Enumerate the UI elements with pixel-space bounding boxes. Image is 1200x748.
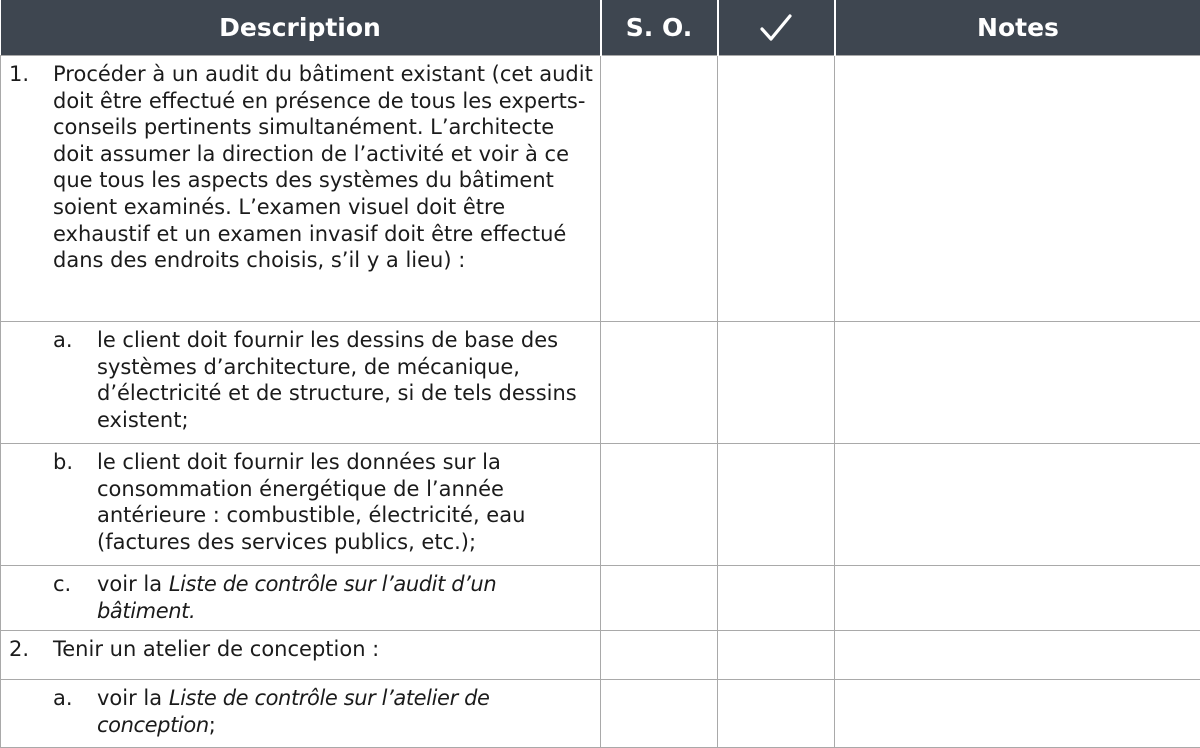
item-text [97,685,594,738]
header-so: S. O. [601,0,718,56]
item-marker: 1. [1,61,53,274]
description-cell [1,680,601,748]
item-marker: a. [1,327,97,433]
item-marker: 2. [1,636,53,663]
check-cell[interactable] [718,322,835,444]
notes-cell[interactable] [835,566,1200,631]
description-cell [1,322,601,444]
so-cell[interactable] [601,56,718,322]
header-check [718,0,835,56]
description-cell [1,631,601,680]
checklist-reference: Liste de contrôle sur l’audit d’un bâtiment. [97,572,496,623]
check-cell[interactable] [718,444,835,566]
check-cell[interactable] [718,56,835,322]
so-cell[interactable] [601,444,718,566]
table-row [1,444,1200,566]
item-text: le client doit fournir les dessins de base des systèmes d’architecture, de mécanique, d’électricité et de structure, si de tels dessins existent; [97,327,594,433]
table-row [1,631,1200,680]
table-row [1,566,1200,631]
check-cell[interactable] [718,680,835,748]
item-text: le client doit fournir les données sur la consommation énergétique de l’année antérieure : combustible, électricité, eau (factures des services publics, etc.); [97,449,594,555]
item-text [97,571,594,624]
notes-cell[interactable] [835,322,1200,444]
checklist-reference: Liste de contrôle sur l’atelier de conception [97,686,490,737]
so-cell[interactable] [601,566,718,631]
description-cell [1,444,601,566]
notes-cell[interactable] [835,56,1200,322]
description-cell [1,566,601,631]
checkmark-icon [759,13,793,43]
item-marker: a. [1,685,97,738]
notes-cell[interactable] [835,680,1200,748]
table-row [1,56,1200,322]
item-marker: b. [1,449,97,555]
item-marker: c. [1,571,97,624]
check-cell[interactable] [718,631,835,680]
notes-cell[interactable] [835,444,1200,566]
header-notes: Notes [835,0,1200,56]
so-cell[interactable] [601,631,718,680]
item-text: Tenir un atelier de conception : [53,636,594,663]
item-text-prefix: voir la [97,686,169,710]
item-text-suffix: ; [209,713,216,737]
description-cell [1,56,601,322]
table-row [1,680,1200,748]
item-text-prefix: voir la [97,572,169,596]
notes-cell[interactable] [835,631,1200,680]
header-row [1,0,1200,56]
check-cell[interactable] [718,566,835,631]
item-text: Procéder à un audit du bâtiment existant (cet audit doit être effectué en présence de tous les experts-conseils pertinents simultanément. L’architecte doit assumer la direction de l’activité et voir à ce que tous les aspects des systèmes du bâtiment soient examinés. L’examen visuel doit être exhaustif et un examen invasif doit être effectué dans des endroits choisis, s’il y a lieu) : [53,61,594,274]
so-cell[interactable] [601,680,718,748]
so-cell[interactable] [601,322,718,444]
table-row [1,322,1200,444]
header-description: Description [1,0,601,56]
